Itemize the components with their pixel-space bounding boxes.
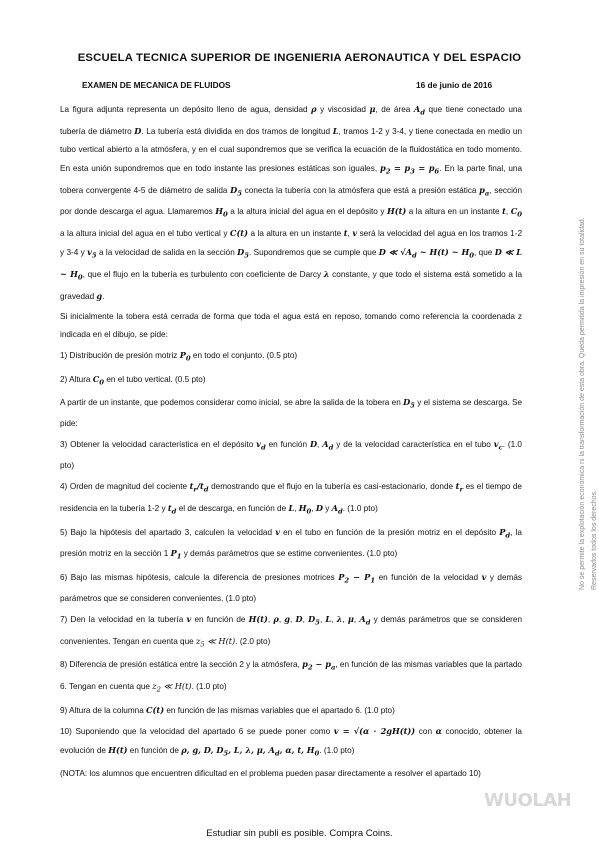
- question-1: 1) Distribución de presión motriz $P_0$ en todo el conjunto. (0.5 pto): [60, 349, 298, 363]
- question-7: 7) Den la velocidad en la tubería v en función de H(t), ρ, g, D, $D_5$, L, λ, μ, $A_d$ y demás parámetros que se consideren convenientes. Tengan en cuenta que $z_5$ ≪ H(t). (2.0 pto): [60, 613, 522, 649]
- wuolah-logo: WUOLAH: [484, 790, 572, 811]
- exam-subject: EXAMEN DE MECANICA DE FLUIDOS: [82, 80, 231, 90]
- statement-paragraph-1: Si inicialmente la tobera está cerrada de forma que toda el agua está en reposo, tomando como referencia la coordenada z indicada en el dibujo, se pide:: [60, 311, 522, 339]
- document-title: ESCUELA TECNICA SUPERIOR DE INGENIERIA AERONAUTICA Y DEL ESPACIO: [77, 52, 522, 64]
- exam-date: 16 de junio de 2016: [416, 80, 493, 90]
- question-10: 10) Suponiendo que la velocidad del apartado 6 se puede poner como v = √(α · 2gH(t)) con α conocido, obtener la evolución de H(t) en función de ρ, g, D, $D_5$, L, λ, μ, $A_d$, α, t, $H_0$. (1.0 pto): [60, 725, 522, 758]
- intro-paragraph: La figura adjunta representa un depósito lleno de agua, densidad ρ y viscosidad μ, de área $A_d$ que tiene conectado una tubería de diámetro D. La tubería está dividida en dos tramos de longitud L, tramos 1-2 y 3-4, y tiene conectada en medio un tubo vertical abierto a la atmósfera, y en el cual supondremos que se verifica la ecuación de la fluidostática en todo momento. En esta unión supondremos que en todo instante las presiones estáticas son iguales, $p_2 = p_3 = p_6$. En la parte final, una tobera convergente 4-5 de diámetro de salida $D_5$ conecta la tubería con la atmósfera que está a presión estática $p_a$, sección por donde descarga el agua. Llamaremos $H_0$ a la altura inicial del agua en el depósito y H(t) a la altura en un instante t, $C_0$ a la altura inicial del agua en el tubo vertical y C(t) a la altura en un instante t, v será la velocidad del agua en los tramos 1-2 y 3-4 y $v_5$ a la velocidad de salida en la sección $D_5$. Supondremos que se cumple que D ≪ $√A_d$ ~ H(t) ~ $H_0$, que D ≪ L ~ $H_0$, que el flujo en la tubería es turbulento con coeficiente de Darcy λ constante, y que todo el sistema está sometido a la gravedad g.: [60, 104, 523, 301]
- exam-body: [60, 100, 522, 785]
- statement-paragraph-2: A partir de un instante, que podemos considerar como inicial, se abre la salida de la tobera en $D_5$ y el sistema se descarga. Se pide:: [60, 397, 522, 429]
- copyright-line-2: No se permite la explotación económica ni la transformación de esta obra. Queda permitida la impresión en su totalidad.: [579, 217, 586, 590]
- question-8: 8) Diferencia de presión estática entre la sección 2 y la atmósfera, $p_2 - p_a$, en función de las mismas variables que la partado 6. Tengan en cuenta que $z_2$ ≪ H(t). (1.0 pto): [60, 659, 522, 694]
- question-2: 2) Altura $C_0$ en el tubo vertical. (0.5 pto): [60, 373, 206, 387]
- question-5: 5) Bajo la hipótesis del apartado 3, calculen la velocidad v en el tubo en función de la presión motriz en el depósito $P_d$, la presión motriz en la sección 1 $P_1$ y demás parámetros que se estime convenientes. (1.0 pto): [60, 526, 522, 561]
- question-3: 3) Obtener la velocidad característica en el depósito $v_d$ en función D, $A_d$ y de la velocidad característica en el tubo $v_c$. (1.0 pto): [60, 439, 522, 470]
- copyright-notice: [578, 90, 598, 590]
- question-4: 4) Orden de magnitud del cociente $t_r/t_d$ demostrando que el flujo en la tubería es casi-estacionario, donde $t_r$ es el tiempo de residencia en la tubería 1-2 y $t_d$ el de descarga, en función de L, $H_0$, D y $A_d$. (1.0 pto): [60, 481, 522, 516]
- question-9: 9) Altura de la columna C(t) en función de las mismas variables que el apartado 6. (1.0 pto): [60, 704, 395, 715]
- question-6: 6) Bajo las mismas hipótesis, calcule la diferencia de presiones motrices $P_2 - P_1$ en función de la velocidad v y demás parámetros que se consideren convenientes. (1.0 pto): [60, 572, 523, 603]
- exam-note: (NOTA: los alumnos que encuentren dificultad en el problema pueden pasar directamente a resolver el apartado 10): [60, 768, 481, 778]
- footer-promo: Estudiar sin publi es posible. Compra Coins.: [206, 828, 393, 839]
- copyright-line-1: Reservados todos los derechos.: [591, 490, 598, 590]
